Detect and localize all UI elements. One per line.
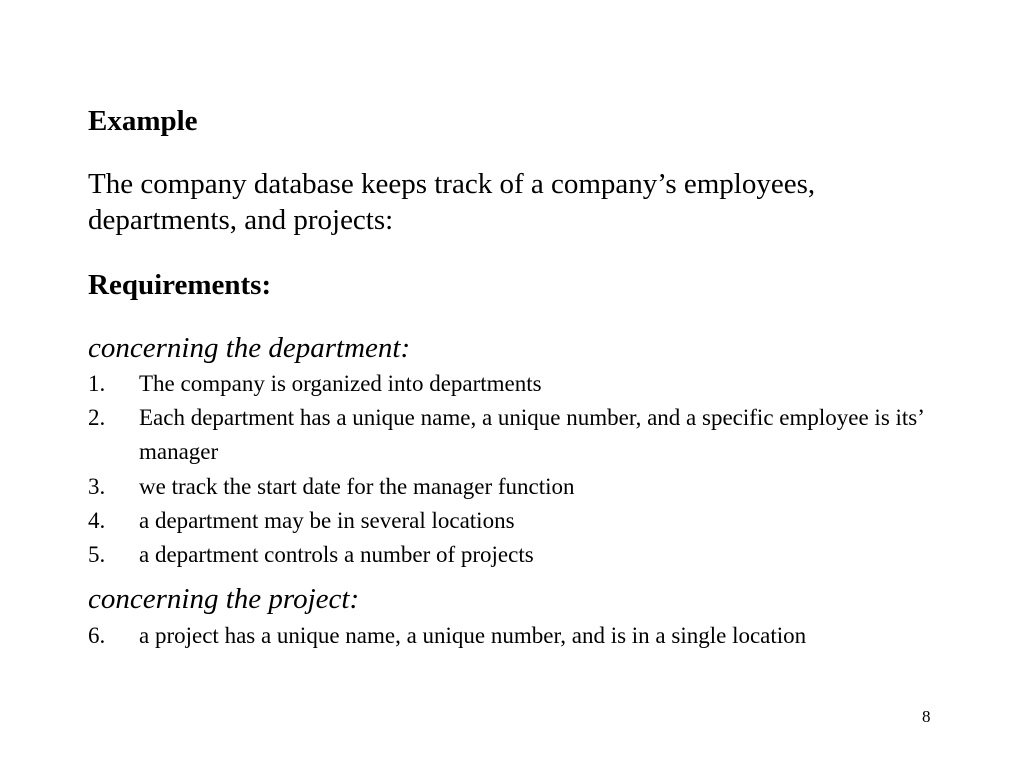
list-item-text: Each department has a unique name, a unique number, and a specific employee is its’ manager [139, 405, 924, 464]
list-item-text: a department may be in several locations [139, 508, 515, 533]
list-item-text: a project has a unique name, a unique number, and is in a single location [139, 623, 807, 648]
list-item-number: 3. [88, 474, 106, 499]
list-item-number: 2. [88, 405, 106, 430]
list-item [88, 401, 968, 469]
list-item [88, 538, 968, 572]
list-item-text: The company is organized into departments [139, 371, 542, 396]
list-item-number: 5. [88, 542, 106, 567]
list-item-number: 1. [88, 371, 106, 396]
list-item [88, 470, 968, 504]
requirements-heading: Requirements: [88, 269, 272, 301]
list-item [88, 367, 968, 401]
list-item-text: a department controls a number of projects [139, 542, 534, 567]
list-item-number: 4. [88, 508, 106, 533]
example-heading: Example [88, 105, 198, 137]
intro-paragraph: The company database keeps track of a company’s employees, departments, and projects: [88, 168, 816, 236]
list-item-number: 6. [88, 623, 106, 648]
list-item [88, 619, 908, 653]
list-item-text: we track the start date for the manager function [139, 474, 575, 499]
project-section-label: concerning the project: [88, 583, 360, 615]
list-item [88, 504, 968, 538]
department-section-label: concerning the department: [88, 332, 411, 364]
page-number: 8 [922, 707, 931, 726]
